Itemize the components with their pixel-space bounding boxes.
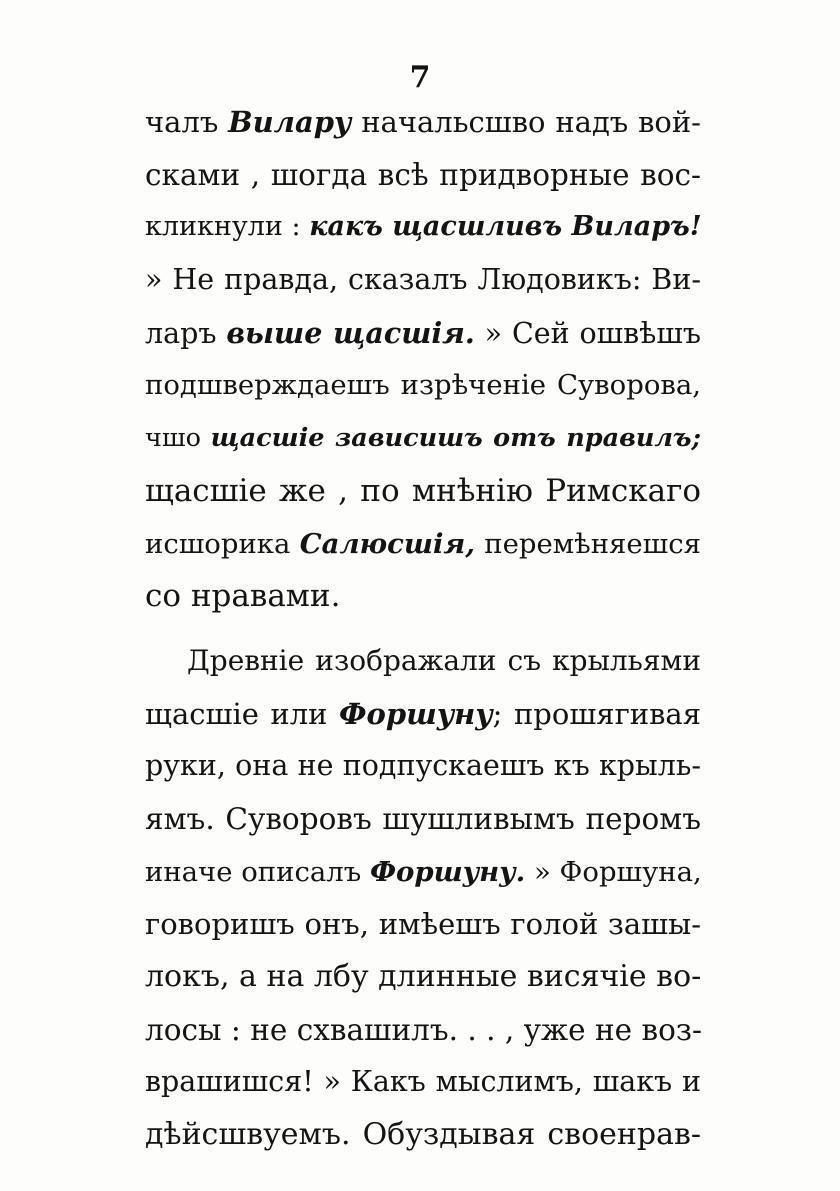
italic-text: щасшіе зависишъ отъ правилъ; (210, 423, 702, 454)
regular-text: руки, она не подпускаешъ къ крыль- (145, 749, 701, 783)
regular-text: иначе описалъ (145, 855, 370, 888)
regular-text: перемѣняешся (474, 527, 701, 560)
regular-text: Древніе изображали съ крыльями (187, 643, 701, 677)
text-line (145, 96, 701, 149)
text-line (145, 688, 701, 741)
regular-text: начальсшво надъ вой- (351, 105, 701, 139)
regular-text: лосы : не схвашилъ. . . , уже не воз- (145, 1012, 702, 1047)
text-line (145, 793, 701, 846)
regular-text: чалъ (145, 105, 229, 139)
text-line (145, 359, 701, 412)
text-line (145, 149, 701, 202)
text-line (145, 898, 701, 951)
regular-text: ямъ. Суворовъ шушливымъ перомъ (145, 801, 701, 836)
text-line (145, 412, 701, 465)
text-line (145, 307, 701, 360)
regular-text: ларъ (145, 316, 227, 350)
text-line (145, 1056, 701, 1109)
regular-text: дѣйсшвуемъ. Обуздывая своенрав- (145, 1117, 701, 1153)
regular-text: » Сей ошвѣшъ (474, 316, 701, 350)
text-line (145, 465, 701, 518)
regular-text: говоришъ онъ, имѣешъ голой зашы- (145, 907, 701, 942)
regular-text: со нравами. (145, 578, 341, 615)
body-text (145, 96, 701, 1162)
paragraph-gap (145, 623, 701, 635)
text-line (145, 1109, 701, 1162)
page-number: 7 (409, 60, 431, 95)
regular-text: сками , шогда всѣ придворные вос- (145, 157, 701, 192)
regular-text: чшо (145, 423, 211, 454)
regular-text: локъ, а на лбу длинные висячіе во- (145, 959, 702, 994)
text-line (145, 254, 701, 307)
regular-text: » Не правда, сказалъ Людовикъ: Ви- (145, 263, 701, 297)
regular-text: щасшіе же , по мнѣнію Римскаго (145, 472, 701, 509)
text-line (145, 518, 701, 571)
italic-text: выше щасшія. (226, 315, 475, 350)
italic-text: Вилару (228, 105, 352, 139)
text-line (145, 846, 701, 899)
regular-text: щасшіе или (145, 696, 340, 731)
regular-text: ; прошягивая (492, 696, 702, 731)
text-line (145, 951, 701, 1004)
regular-text: исшорика (145, 527, 300, 560)
regular-text: подшверждаешъ изрѣченіе Суворова, (145, 369, 701, 402)
regular-text: врашишся! » Какъ мыслимъ, шакъ и (145, 1065, 701, 1099)
regular-text: кликнули : (145, 211, 310, 243)
text-line (145, 201, 701, 254)
italic-text: Форшуну. (369, 855, 526, 888)
italic-text: Салюсшія, (299, 527, 475, 560)
regular-text: » Форшуна, (525, 855, 702, 888)
text-line (145, 570, 701, 623)
text-line (145, 635, 701, 688)
italic-text: какъ щасшливъ Виларъ! (309, 211, 702, 243)
text-line (145, 740, 701, 793)
italic-text: Форшуну (339, 696, 493, 731)
text-line (145, 1004, 701, 1057)
